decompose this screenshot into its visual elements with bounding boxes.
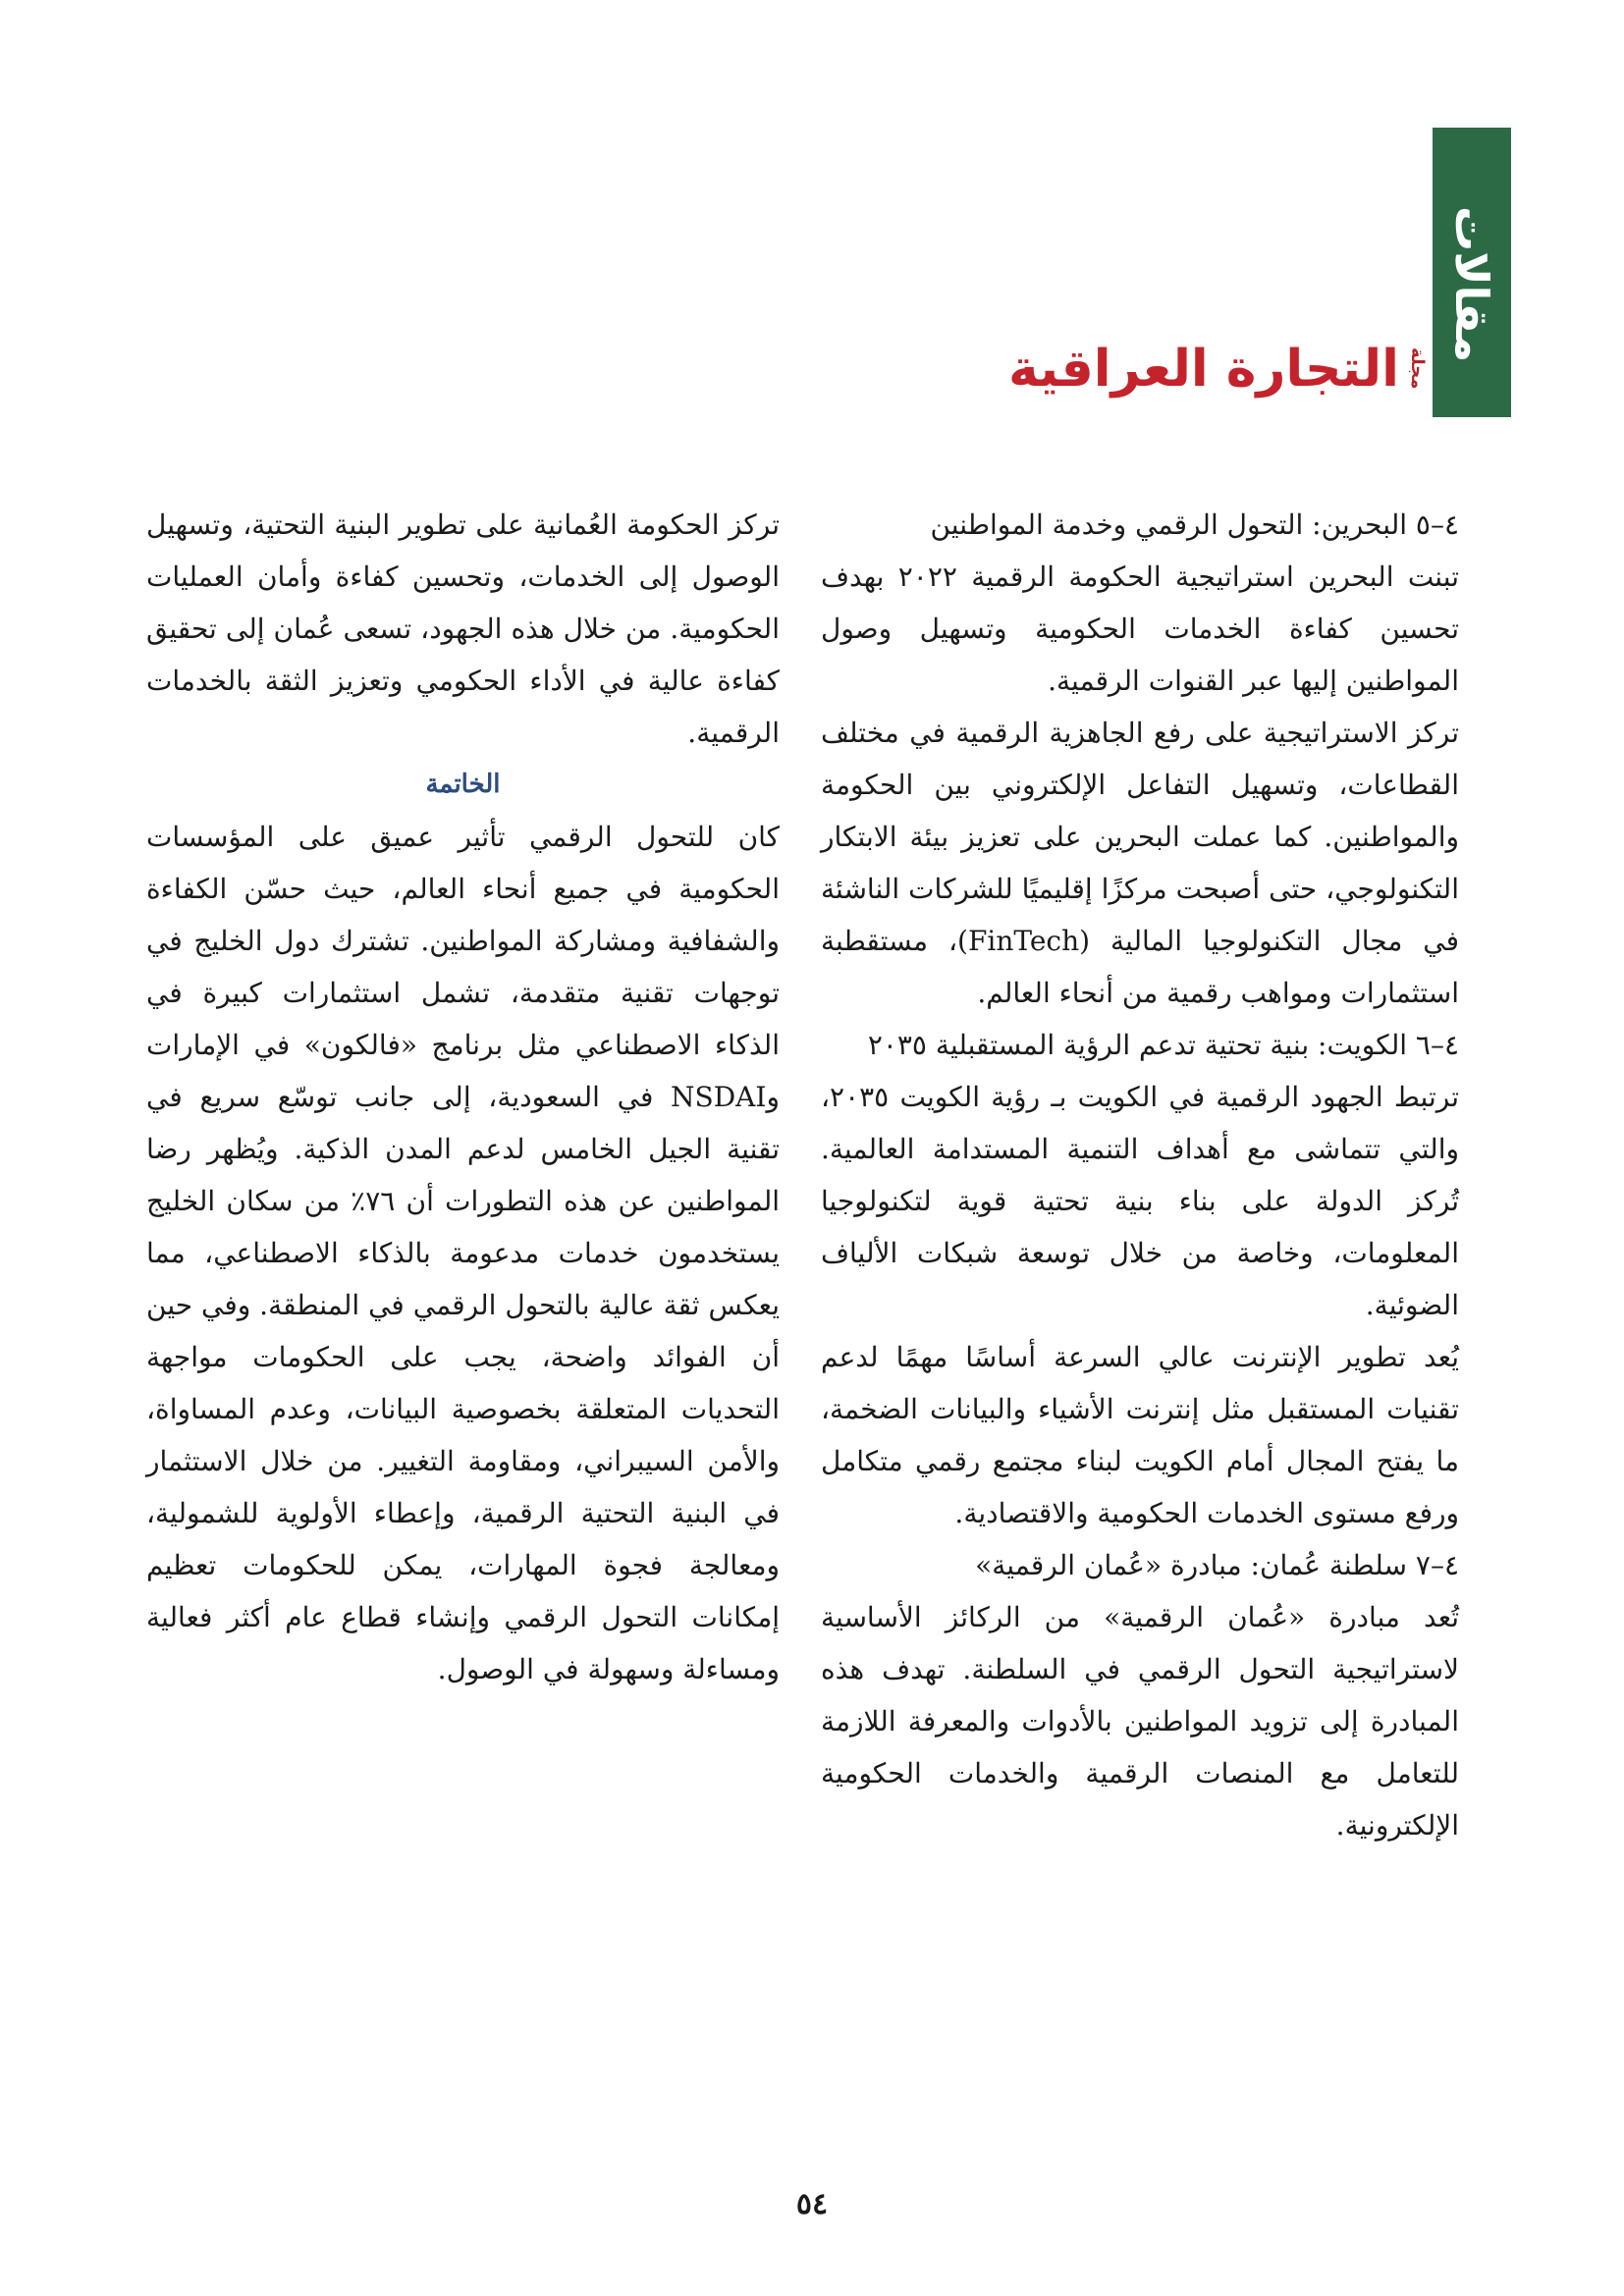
paragraph-bahrain-1: تبنت البحرين استراتيجية الحكومة الرقمية ٢٠٢٢ بهدف تحسين كفاءة الخدمات الحكومية وتسهيل وصول المواطنين إليها عبر القنوات الرقمية. [821,561,1459,697]
brand-name: التجارة العراقية [1008,340,1399,399]
paragraph-kuwait-1: ترتبط الجهود الرقمية في الكويت بـ رؤية الكويت ٢٠٣٥، والتي تتماشى مع أهداف التنمية المستدامة العالمية. تُركز الدولة على بناء بنية تحتية قوية لتكنولوجيا المعلومات، وخاصة من خلال توسعة شبكات الألياف الضوئية. [821,1081,1459,1321]
brand-prefix: مجلة [1407,347,1428,389]
section-band [1433,128,1511,417]
magazine-brand [1008,340,1428,399]
right-column [821,499,1459,1851]
paragraph-conclusion: كان للتحول الرقمي تأثير عميق على المؤسسات الحكومية في جميع أنحاء العالم، حيث حسّن الكفاءة والشفافية ومشاركة المواطنين. تشترك دول الخليج في توجهات تقنية متقدمة، تشمل استثمارات كبيرة في الذكاء الاصطناعي مثل برنامج «فالكون» في الإمارات وNSDAI في السعودية، إلى جانب توسّع سريع في تقنية الجيل الخامس لدعم المدن الذكية. ويُظهر رضا المواطنين عن هذه التطورات أن ٧٦٪ من سكان الخليج يستخدمون خدمات مدعومة بالذكاء الاصطناعي، مما يعكس ثقة عالية بالتحول الرقمي في المنطقة. وفي حين أن الفوائد واضحة، يجب على الحكومات مواجهة التحديات المتعلقة بخصوصية البيانات، وعدم المساواة، والأمن السيبراني، ومقاومة التغيير. من خلال الاستثمار في البنية التحتية الرقمية، وإعطاء الأولوية للشمولية، ومعالجة فجوة المهارات، يمكن للحكومات تعظيم إمكانات التحول الرقمي وإنشاء قطاع عام أكثر فعالية ومساءلة وسهولة في الوصول. [146,821,780,1685]
left-column [146,499,780,1695]
conclusion-heading: الخاتمة [425,770,501,799]
subheading-bahrain: ٤–٥ البحرين: التحول الرقمي وخدمة المواطنين [930,508,1459,541]
paragraph-bahrain-2: تركز الاستراتيجية على رفع الجاهزية الرقمية في مختلف القطاعات، وتسهيل التفاعل الإلكتروني بين الحكومة والمواطنين. كما عملت البحرين على تعزيز بيئة الابتكار التكنولوجي، حتى أصبحت مركزًا إقليميًا للشركات الناشئة في مجال التكنولوجيا المالية (FinTech)، مستقطبة استثمارات ومواهب رقمية من أنحاء العالم. [821,717,1459,1009]
paragraph-kuwait-2: يُعد تطوير الإنترنت عالي السرعة أساسًا مهمًا لدعم تقنيات المستقبل مثل إنترنت الأشياء والبيانات الضخمة، ما يفتح المجال أمام الكويت لبناء مجتمع رقمي متكامل ورفع مستوى الخدمات الحكومية والاقتصادية. [821,1341,1459,1529]
subheading-oman: ٤–٧ سلطنة عُمان: مبادرة «عُمان الرقمية» [975,1549,1459,1581]
paragraph-oman-1: تُعد مبادرة «عُمان الرقمية» من الركائز الأساسية لاستراتيجية التحول الرقمي في السلطنة. تهدف هذه المبادرة إلى تزويد المواطنين بالأدوات والمعرفة اللازمة للتعامل مع المنصات الرقمية والخدمات الحكومية الإلكترونية. [821,1601,1459,1842]
section-label: مقالات [1445,206,1498,363]
subheading-kuwait: ٤–٦ الكويت: بنية تحتية تدعم الرؤية المستقبلية ٢٠٣٥ [867,1029,1459,1061]
paragraph-oman-2: تركز الحكومة العُمانية على تطوير البنية التحتية، وتسهيل الوصول إلى الخدمات، وتحسين كفاءة وأمان العمليات الحكومية. من خلال هذه الجهود، تسعى عُمان إلى تحقيق كفاءة عالية في الأداء الحكومي وتعزيز الثقة بالخدمات الرقمية. [146,508,780,749]
page-number: ٥٤ [795,2187,829,2221]
